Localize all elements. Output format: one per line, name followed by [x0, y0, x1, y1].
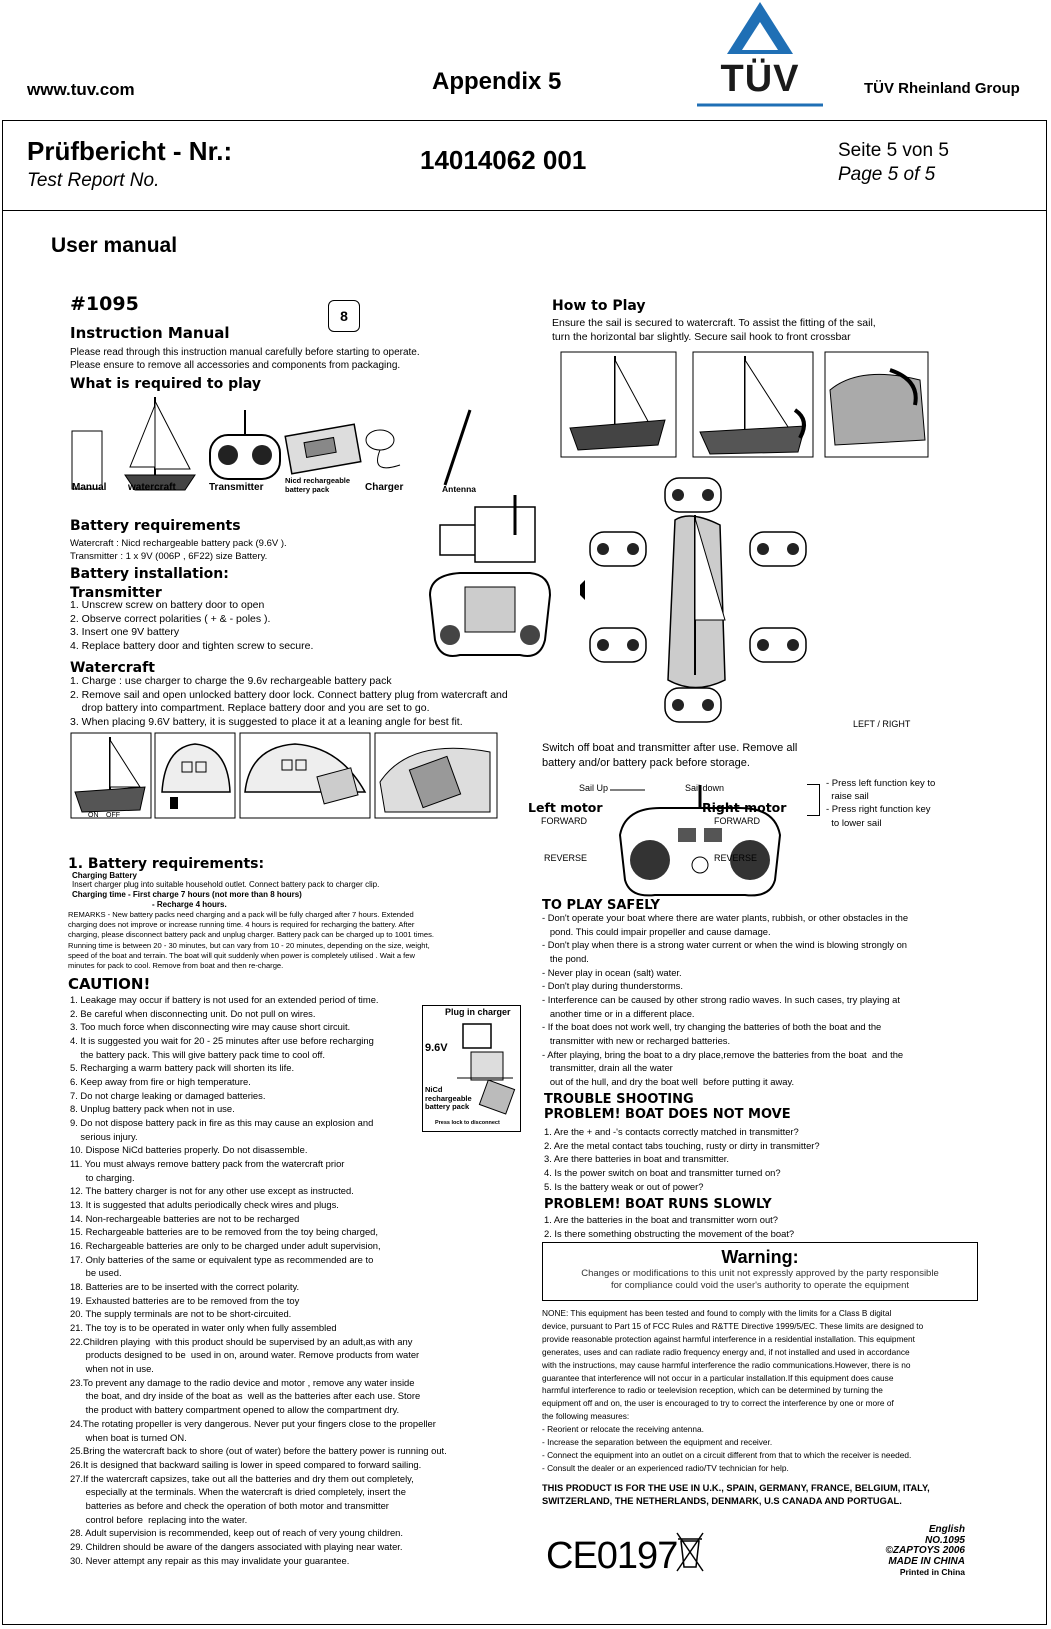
problem1-item: 1. Are the + and -'s contacts correctly matched in transmitter?	[544, 1126, 799, 1137]
fcc-line: provide reasonable protection against harmful interference in a residential installation. This equipment	[542, 1333, 915, 1344]
safety-item: - Interference can be caused by other strong radio waves. In such cases, try playing at	[542, 993, 901, 1005]
charger-battery-line: battery pack	[425, 1102, 470, 1111]
sail-note: - Press left function key to	[826, 778, 936, 789]
problem2-item: 2. Is there something obstructing the movement of the boat?	[544, 1227, 795, 1239]
problem1-item: 4. Is the power switch on boat and transmitter turned on?	[544, 1167, 781, 1179]
sail-down-label: Sail down	[685, 783, 725, 793]
fcc-statement	[542, 1307, 923, 1475]
footer-line: English	[928, 1524, 965, 1535]
remark-line: Running time is between 20 - 30 minutes, but can vary from 10 - 20 minutes, depending on the size, weight,	[68, 940, 430, 950]
transmitter-title: Transmitter	[70, 585, 162, 601]
remarks	[68, 910, 434, 971]
problem1-title: PROBLEM! BOAT DOES NOT MOVE	[544, 1107, 791, 1122]
safety-item: another time or in a different place.	[542, 1007, 695, 1019]
caution-item: 4. It is suggested you wait for 20 - 25 minutes after use before recharging	[70, 1035, 374, 1047]
watercraft-step: 1. Charge : use charger to charge the 9.6v rechargeable battery pack	[70, 675, 392, 687]
caution-item: 26.It is designed that backward sailing is lower in speed compared to forward sailing.	[70, 1458, 422, 1470]
header-divider	[2, 210, 1047, 211]
page-en: Page 5 of 5	[838, 164, 936, 185]
caution-item: 10. Dispose NiCd batteries properly. Do not disassemble.	[70, 1144, 308, 1156]
safety-title: TO PLAY SAFELY	[542, 898, 660, 913]
right-reverse-label: REVERSE	[714, 853, 758, 863]
footer-line: MADE IN CHINA	[888, 1555, 965, 1567]
website: www.tuv.com	[27, 80, 135, 99]
caution-item: control before replacing into the water.	[70, 1513, 248, 1525]
caution-item: 23.To prevent any damage to the radio device and motor , remove any water inside	[70, 1376, 415, 1388]
caution-item: serious injury.	[70, 1130, 138, 1142]
charger-box	[422, 1005, 521, 1132]
caution-item: 21. The toy is to be operated in water only when fully assembled	[70, 1322, 337, 1334]
charger-battery-line: NiCd	[425, 1085, 443, 1094]
watercraft-step: 3. When placing 9.6V battery, it is suggested to place it at a leaning angle for best fit.	[70, 715, 463, 728]
fcc-line: NONE: This equipment has been tested and found to comply with the limits for a Class B digital	[542, 1308, 892, 1318]
report-label-de: Prüfbericht - Nr.:	[27, 136, 233, 166]
caution-item: 28. Adult supervision is recommended, keep out of reach of very young children.	[70, 1527, 403, 1539]
safety-item: - After playing, bring the boat to a dry place,remove the batteries from the boat and the	[542, 1048, 904, 1060]
caution-item: 29. Children should be aware of the dangers associated with playing near water.	[70, 1540, 403, 1552]
caution-item: 18. Batteries are to be inserted with the correct polarity.	[70, 1281, 300, 1293]
how-text-2: turn the horizontal bar slightly. Secure sail hook to front crossbar	[552, 331, 851, 343]
fcc-line: harmful interference to radio or teelevision reception, which can be determined by turning the	[542, 1385, 883, 1396]
safety-list	[542, 911, 908, 1089]
safety-item: - Don't play during thunderstorms.	[542, 980, 683, 992]
switch-off-1: Switch off boat and transmitter after use. Remove all	[542, 742, 798, 754]
caution-item: products designed to be used in on, around water. Remove products from water	[70, 1349, 420, 1361]
how-text-1: Ensure the sail is secured to watercraft. To assist the fitting of the sail,	[552, 317, 876, 329]
safety-item: - Don't play when there is a strong water current or when the wind is blowing strongly on	[542, 939, 907, 951]
tuv-logo	[697, 0, 823, 108]
caution-item: 22.Children playing with this product should be supervised by an adult,as with any	[70, 1335, 413, 1347]
watercraft-step: drop battery into compartment. Replace battery door and you are set to go.	[70, 702, 430, 715]
required-title: What is required to play	[70, 376, 262, 392]
safety-item: the pond.	[542, 952, 589, 964]
battery-req-2: Transmitter : 1 x 9V (006P , 6F22) size Battery.	[70, 551, 268, 562]
sail-notes	[826, 777, 935, 830]
footer-block	[830, 1525, 965, 1578]
right-forward-label: FORWARD	[714, 816, 760, 826]
caution-item: 16. Rechargeable batteries are only to be charged under adult supervision,	[70, 1240, 381, 1252]
transmitter-steps	[70, 599, 313, 653]
caution-item: 2. Be careful when disconnecting unit. Do not pull on wires.	[70, 1007, 316, 1019]
caution-item: 25.Bring the watercraft back to shore (out of water) before the battery power is running out.	[70, 1445, 447, 1457]
caution-item: be used.	[70, 1267, 122, 1279]
caution-item: when boat is turned ON.	[70, 1431, 187, 1443]
caution-item: 6. Keep away from fire or high temperature.	[70, 1076, 251, 1088]
caution-item: 9. Do not dispose battery pack in fire as this may cause an explosion and	[70, 1117, 374, 1129]
weee-bin-icon	[675, 1531, 705, 1573]
safety-item: transmitter, drain all the water	[542, 1062, 673, 1074]
caution-item: 1. Leakage may occur if battery is not used for an extended period of time.	[70, 994, 379, 1005]
switch-off-label: OFF	[106, 812, 120, 819]
transmitter-step: 4. Replace battery door and tighten screw to secure.	[70, 639, 314, 652]
remark-line: speed of the boat and terrain. The boat will quit suddenly when power is completely utilised . Wait a few	[68, 950, 415, 960]
intro-1: Please read through this instruction manual carefully before starting to operate.	[70, 347, 420, 358]
section-title: User manual	[51, 234, 178, 257]
fcc-line: device, pursuant to Part 15 of FCC Rules and R&TTE Directive 1999/5/EC. These limits are designed to	[542, 1320, 924, 1331]
problem1-list	[544, 1125, 820, 1194]
sail-note: - Press right function key	[826, 804, 931, 816]
caution-list	[70, 993, 447, 1567]
install-title: Battery installation:	[70, 566, 229, 582]
tuv-logo-text: TÜV	[720, 58, 800, 100]
caution-item: 27.If the watercraft capsizes, take out all the batteries and dry them out completely,	[70, 1472, 414, 1484]
caution-item: 30. Never attempt any repair as this may invalidate your guarantee.	[70, 1554, 350, 1566]
fcc-line: equipment off and on, the user is encouraged to try to correct the interference by one or more of	[542, 1398, 894, 1409]
caution-item: when not in use.	[70, 1363, 154, 1375]
fcc-line: - Connect the equipment into an outlet on a circuit different from that to which the receiver is needed.	[542, 1449, 912, 1460]
countries-note	[542, 1482, 930, 1509]
sail-fitting-illustration	[560, 350, 930, 460]
safety-item: pond. This could impair propeller and cause damage.	[542, 925, 771, 937]
fcc-line: - Reorient or relocate the receiving antenna.	[542, 1424, 704, 1435]
left-reverse-label: REVERSE	[544, 853, 588, 863]
charging-line-1: Insert charger plug into suitable household outlet. Connect battery pack to charger clip.	[72, 880, 380, 889]
watercraft-steps-illustration	[70, 732, 500, 822]
caution-item: 7. Do not charge leaking or damaged batteries.	[70, 1089, 266, 1101]
warning-title: Warning:	[721, 1247, 799, 1267]
caution-item: 24.The rotating propeller is very dangerous. Never put your fingers close to the propeller	[70, 1417, 436, 1429]
charger-box-press: Press lock to disconnect	[435, 1120, 500, 1126]
intro-2: Please ensure to remove all accessories and components from packaging.	[70, 360, 401, 371]
sail-note: to lower sail	[826, 817, 882, 829]
safety-item: out of the hull, and dry the boat well before putting it away.	[542, 1075, 795, 1087]
manual-title: Instruction Manual	[70, 324, 230, 342]
transmitter-step: 3. Insert one 9V battery	[70, 626, 180, 639]
group-name: TÜV Rheinland Group	[864, 80, 1020, 97]
safety-item: - Never play in ocean (salt) water.	[542, 966, 682, 978]
item-battery-pack: Nicd rechargeable battery pack	[285, 476, 351, 494]
fcc-line: - Consult the dealer or an experienced radio/TV technician for help.	[542, 1462, 789, 1473]
warning-box	[542, 1242, 978, 1301]
item-transmitter: Transmitter	[209, 482, 264, 493]
caution-item: 11. You must always remove battery pack from the watercraft prior	[70, 1158, 345, 1170]
caution-item: 5. Recharging a warm battery pack will shorten its life.	[70, 1062, 295, 1074]
safety-item: - If the boat does not work well, try changing the batteries of both the boat and the	[542, 1021, 882, 1033]
fcc-line: generates, uses and can radiate radio frequency energy and, if not installed and used in accordance	[542, 1346, 910, 1357]
transmitter-step: 2. Observe correct polarities ( + & - poles ).	[70, 612, 271, 625]
switch-on-label: ON	[88, 812, 99, 819]
charger-box-title: Plug in charger	[445, 1007, 511, 1017]
charging-line-2: Charging time - First charge 7 hours (not more than 8 hours)	[72, 890, 302, 899]
ce-mark: CE0197	[546, 1535, 678, 1577]
warning-text-1: Changes or modifications to this unit not expressly approved by the party responsible	[581, 1268, 939, 1279]
caution-item: 3. Too much force when disconnecting wire may cause short circuit.	[70, 1021, 351, 1033]
caution-item: 12. The battery charger is not for any other use except as instructed.	[70, 1185, 354, 1197]
appendix-label: Appendix 5	[432, 68, 562, 95]
charging-line-3: - Recharge 4 hours.	[152, 900, 227, 909]
item-watercraft: watercraft	[128, 482, 176, 493]
warning-text-2: for compliance could void the user's authority to operate the equipment	[610, 1280, 910, 1291]
caution-item: 19. Exhausted batteries are to be removed from the toy	[70, 1294, 300, 1306]
problem1-item: 3. Are there batteries in boat and transmitter.	[544, 1153, 729, 1165]
caution-item: to charging.	[70, 1171, 135, 1183]
safety-item: - Don't operate your boat where there are water plants, rubbish, or other obstacles in the	[542, 912, 909, 923]
countries-line: THIS PRODUCT IS FOR THE USE IN U.K., SPAIN, GERMANY, FRANCE, BELGIUM, ITALY,	[542, 1483, 930, 1493]
remark-line: minutes for pack to cool. Remove from boat and then re-charge.	[68, 961, 284, 971]
caution-item: especially at the terminals. When the watercraft is dried completely, insert the	[70, 1486, 406, 1498]
sail-note: raise sail	[826, 791, 869, 803]
watercraft-title: Watercraft	[70, 660, 155, 676]
item-manual: Manual	[72, 482, 107, 493]
battery-req-1: Watercraft : Nicd rechargeable battery pack (9.6V ).	[70, 538, 287, 549]
caution-item: 15. Rechargeable batteries are to be removed from the toy being charged,	[70, 1226, 378, 1238]
safety-item: transmitter with new or recharged batteries.	[542, 1034, 731, 1046]
direction-controls-illustration	[580, 470, 860, 740]
caution-item: 13. It is suggested that adults periodically check wires and plugs.	[70, 1199, 339, 1211]
watercraft-steps	[70, 675, 508, 729]
how-title: How to Play	[552, 298, 646, 314]
item-antenna: Antenna	[442, 484, 476, 494]
caution-item: the boat, and dry inside of the boat as well as the batteries after each use. Store	[70, 1390, 421, 1402]
footer-line: ©ZAPTOYS 2006	[885, 1545, 965, 1556]
page-de: Seite 5 von 5	[838, 140, 949, 161]
caution-item: 20. The supply terminals are not to be short-circuited.	[70, 1308, 292, 1320]
footer-line: NO.1095	[924, 1534, 965, 1546]
sail-up-label: Sail Up	[579, 783, 609, 793]
footer-line: Printed in China	[899, 1567, 965, 1577]
caution-item: 17. Only batteries of the same or equivalent type as recommended are to	[70, 1253, 374, 1265]
switch-off-2: battery and/or battery pack before storage.	[542, 757, 750, 769]
caution-item: the battery pack. This will give battery pack time to cool off.	[70, 1048, 325, 1060]
charger-box-battery	[425, 1086, 472, 1112]
fcc-line: the following measures:	[542, 1411, 630, 1422]
caution-item: the product with battery compartment opened to allow the compartment dry.	[70, 1404, 400, 1416]
charger-battery-line: rechargeable	[425, 1093, 472, 1103]
remark-line: charging, please disconnect battery pack and unplug charger. Battery pack can be charged up to 1001 times.	[68, 930, 434, 940]
problem2-item: 1. Are the batteries in the boat and transmitter worn out?	[544, 1214, 778, 1225]
model-number: #1095	[70, 293, 139, 315]
transmitter-diagram	[600, 780, 800, 900]
remark-line: REMARKS - New battery packs need charging and a pack will be fully charged after 7 hours. Extended	[68, 910, 414, 919]
transmitter-step: 1. Unscrew screw on battery door to open	[70, 599, 265, 611]
battery-req2-title: 1. Battery requirements:	[68, 856, 265, 872]
caution-item: batteries as before and check the operation of both motor and transmitter	[70, 1499, 389, 1511]
item-charger: Charger	[365, 482, 404, 493]
fcc-line: guarantee that interference will not occur in a particular installation.If this equipment does cause	[542, 1372, 894, 1383]
transmitter-battery-illustration	[420, 495, 560, 680]
problem1-item: 5. Is the battery weak or out of power?	[544, 1180, 704, 1192]
age-badge-icon: 8	[328, 300, 360, 332]
watercraft-step: 2. Remove sail and open unlocked battery door lock. Connect battery plug from watercraft and	[70, 688, 508, 701]
right-motor-label: Right motor	[702, 800, 787, 815]
trouble-title: TROUBLE SHOOTING	[544, 1092, 694, 1107]
fcc-line: with the instructions, may cause harmful interference the radio communications.However, there is no	[542, 1359, 911, 1370]
remark-line: charging does not improve or increase running time. 4 hours is required for recharging the battery. After	[68, 920, 415, 930]
left-motor-label: Left motor	[528, 800, 603, 815]
report-label-en: Test Report No.	[27, 170, 160, 191]
left-right-label: LEFT / RIGHT	[853, 719, 911, 729]
problem2-list	[544, 1213, 794, 1240]
sail-bracket	[807, 784, 820, 816]
problem1-item: 2. Are the metal contact tabs touching, rusty or dirty in transmitter?	[544, 1139, 820, 1151]
charging-battery-label: Charging Battery	[72, 871, 137, 880]
charger-box-volt: 9.6V	[425, 1042, 448, 1054]
left-forward-label: FORWARD	[541, 816, 587, 826]
caution-item: 8. Unplug battery pack when not in use.	[70, 1103, 235, 1115]
report-number: 14014062 001	[420, 145, 587, 175]
fcc-line: - Increase the separation between the equipment and receiver.	[542, 1437, 773, 1448]
caution-item: 14. Non-rechargeable batteries are not to be recharged	[70, 1212, 300, 1224]
caution-title: CAUTION!	[68, 975, 151, 993]
countries-line: SWITZERLAND, THE NETHERLANDS, DENMARK, U.S CANADA AND PORTUGAL.	[542, 1496, 902, 1507]
battery-req-title: Battery requirements	[70, 518, 241, 534]
problem2-title: PROBLEM! BOAT RUNS SLOWLY	[544, 1197, 772, 1212]
